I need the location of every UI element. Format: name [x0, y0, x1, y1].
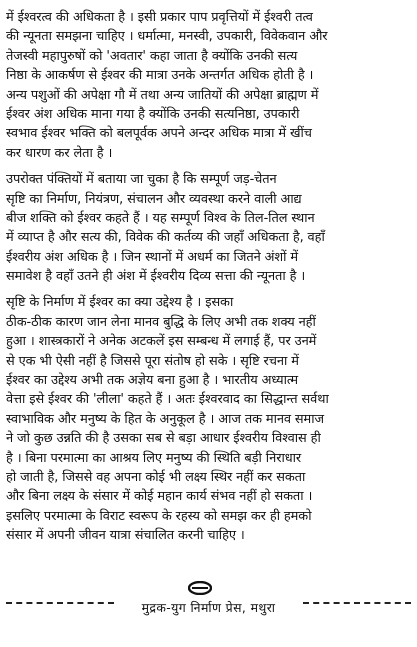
- body-text: [6, 8, 411, 546]
- paragraph-gap: [6, 286, 411, 293]
- text-line: संसार में अपनी जीवन यात्रा संचालित करनी चाहिए ।: [6, 528, 245, 544]
- paragraph-3: [6, 293, 411, 545]
- paragraph-gap: [6, 163, 411, 170]
- text-line: ईश्वर अंश अधिक माना गया है क्योंकि उनकी सत्यनिष्ठा, उपकारी: [6, 106, 300, 122]
- text-line: इसलिए परमात्मा के विराट स्वरूप के रहस्य को समझ कर ही हमको: [6, 508, 312, 524]
- text-line: निष्ठा के आकर्षण से ईश्वर की मात्रा उनके अन्तर्गत अधिक होती है ।: [6, 68, 314, 84]
- text-line: सृष्टि के निर्माण में ईश्वर का क्या उद्देश्य है । इसका: [6, 295, 234, 311]
- text-line: है । बिना परमात्मा का आश्रय लिए मनुष्य की स्थिति बड़ी निराधार: [6, 450, 302, 466]
- text-line: सृष्टि का निर्माण, नियंत्रण, संचालन और व्यवस्था करने वाली आद्य: [6, 191, 302, 207]
- text-line: समावेश है वहाँ उतने ही अंश में ईश्वरीय दिव्य सत्ता की न्यूनता है ।: [6, 269, 306, 285]
- text-line: स्वाभाविक और मनुष्य के हित के अनुकूल है । आज तक मानव समाज: [6, 411, 324, 427]
- text-line: हो जाती है, जिससे वह अपना कोई भी लक्ष्य स्थिर नहीं कर सकता: [6, 469, 306, 485]
- paragraph-1: [6, 8, 411, 163]
- text-line: वेत्ता इसे ईश्वर की 'लीला' कहते हैं । अतः ईश्वरवाद का सिद्धान्त सर्वथा: [6, 392, 329, 408]
- paragraph-2: [6, 170, 411, 286]
- text-line: और बिना लक्ष्य के संसार में कोई महान कार्य संभव नहीं हो सकता ।: [6, 489, 313, 505]
- text-line: की न्यूनता समझना चाहिए । धर्मात्मा, मनस्वी, उपकारी, विवेकवान और: [6, 29, 328, 45]
- text-line: हुआ । शास्त्रकारों ने अनेक अटकलें इस सम्बन्ध में लगाई हैं, पर उनमें: [6, 334, 317, 350]
- text-line: ठीक-ठीक कारण जान लेना मानव बुद्धि के लिए अभी तक शक्य नहीं: [6, 314, 316, 330]
- text-line: बीज शक्ति को ईश्वर कहते हैं । यह सम्पूर्ण विश्व के तिल-तिल स्थान: [6, 210, 315, 226]
- footer: [6, 597, 411, 627]
- text-line: में व्याप्त है और सत्य की, विवेक की कर्तव्य की जहाँ अधिकता है, वहाँ: [6, 230, 325, 246]
- text-line: तेजस्वी महापुरुषों को 'अवतार' कहा जाता है क्योंकि उनकी सत्य: [6, 48, 298, 64]
- text-line: ईश्वर का उद्देश्य अभी तक अज्ञेय बना हुआ है । भारतीय अध्यात्म: [6, 373, 298, 389]
- ornament-icon: [188, 581, 212, 595]
- press-imprint: मुद्रक-युग निर्माण प्रेस, मथुरा: [141, 600, 276, 615]
- text-line: से एक भी ऐसी नहीं है जिससे पूरा संतोष हो सके । सृष्टि रचना में: [6, 353, 299, 369]
- text-line: उपरोक्त पंक्तियों में बताया जा चुका है कि सम्पूर्ण जड़-चेतन: [6, 172, 277, 188]
- text-line: अन्य पशुओं की अपेक्षा गौ में तथा अन्य जातियों की अपेक्षा ब्राह्मण में: [6, 87, 319, 103]
- footer-rule-right: [303, 602, 411, 604]
- text-line: स्वभाव ईश्वर भक्ति को बलपूर्वक अपने अन्दर अधिक मात्रा में खींच: [6, 126, 312, 142]
- text-line: में ईश्वरत्व की अधिकता है । इसी प्रकार पाप प्रवृत्तियों में ईश्वरी तत्व: [6, 10, 313, 25]
- text-line: ईश्वरीय अंश अधिक है । जिन स्थानों में अधर्म का जितने अंशों में: [6, 249, 298, 265]
- text-line: कर धारण कर लेता है ।: [6, 145, 113, 161]
- text-line: ने जो कुछ उन्नति की है उसका सब से बड़ा आधार ईश्वरीय विश्वास ही: [6, 431, 321, 447]
